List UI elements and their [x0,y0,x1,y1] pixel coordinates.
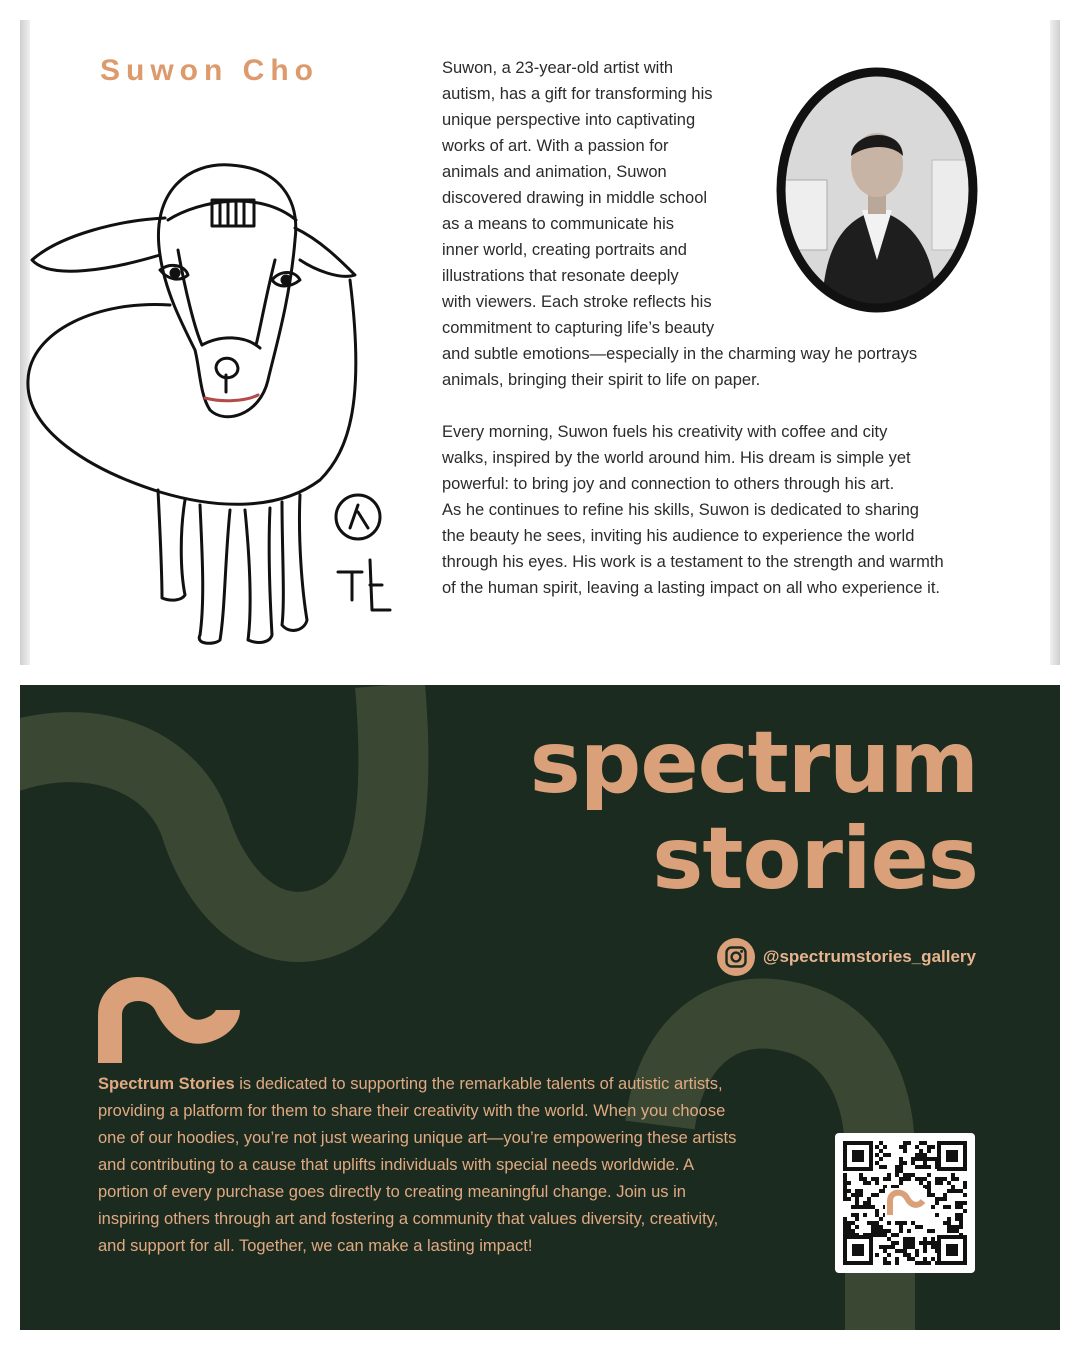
qr-module [899,1161,903,1165]
qr-module [843,1177,847,1181]
qr-module [859,1189,863,1193]
bio-line: through his eyes. His work is a testament to the strength and warmth [442,553,944,571]
qr-module [887,1221,891,1225]
bio-line: walks, inspired by the world around him. His dream is simple yet [442,449,911,467]
qr-module [919,1241,923,1245]
qr-module [931,1193,935,1197]
qr-module [951,1185,955,1189]
qr-module [927,1229,931,1233]
qr-module [935,1213,939,1217]
qr-module [855,1189,859,1193]
bio-line: and subtle emotions—especially in the charming way he portrays [442,345,918,363]
qr-module [959,1217,963,1221]
qr-module [899,1181,903,1185]
sheep-drawing [20,130,420,660]
qr-module [927,1185,931,1189]
bio-line: As he continues to refine his skills, Suwon is dedicated to sharing [442,501,919,519]
bio-line: Suwon, a 23-year-old artist with [442,59,674,77]
qr-module [899,1165,903,1169]
qr-module [915,1261,919,1265]
qr-module [927,1193,931,1197]
qr-module [923,1241,927,1245]
qr-module [931,1205,935,1209]
qr-module [879,1165,883,1169]
qr-module [923,1161,927,1165]
qr-module [883,1229,887,1233]
bio-line: the beauty he sees, inviting his audience to experience the world [442,527,915,545]
qr-module [871,1225,875,1229]
bio-line: illustrations that resonate deeply [442,267,679,285]
qr-module [871,1177,875,1181]
qr-module [951,1177,955,1181]
qr-module [847,1225,851,1229]
qr-module [855,1225,859,1229]
qr-module [931,1157,935,1161]
qr-module [843,1193,847,1197]
qr-module [851,1213,855,1217]
brand-about-name: Spectrum Stories [98,1075,235,1093]
qr-module [855,1193,859,1197]
qr-module [879,1233,883,1237]
qr-module [919,1225,923,1229]
brand-title-line-1: spectrum [529,713,978,813]
qr-module [867,1201,871,1205]
qr-module [931,1241,935,1245]
qr-module [907,1177,911,1181]
qr-module [899,1225,903,1229]
brand-about-text: is dedicated to supporting the remarkable talents of autistic artists, providing a platform for them to share their creativity with the world. When you choose one of our hoodies, you’re not just wearing unique art—you’re empowering these artists and contributing to a cause that uplifts individuals with special needs worldwide. A portion of every purchase goes directly to creating meaningful change. Join us in inspiring others through art and fostering a community that values diversity, creativity, and support for all. Together, we can make a lasting impact! [98,1075,737,1255]
qr-module [923,1237,927,1241]
qr-module [895,1241,899,1245]
qr-module [879,1217,883,1221]
qr-module [943,1205,947,1209]
qr-module [875,1145,879,1149]
qr-module [875,1253,879,1257]
qr-module [911,1161,915,1165]
sheep-leg-4 [282,495,307,630]
qr-module [963,1185,967,1189]
qr-module [923,1141,927,1145]
qr-module [927,1241,931,1245]
qr-module [923,1157,927,1161]
qr-module [895,1221,899,1225]
qr-module [935,1201,939,1205]
qr-module [899,1229,903,1233]
qr-module [919,1157,923,1161]
qr-module [915,1165,919,1169]
qr-module [883,1153,887,1157]
qr-module [867,1221,871,1225]
qr-module [899,1145,903,1149]
qr-module [911,1221,915,1225]
qr-module [915,1177,919,1181]
qr-module [947,1189,951,1193]
qr-module [963,1181,967,1185]
qr-module [907,1257,911,1261]
qr-module [915,1225,919,1229]
bio-line: as a means to communicate his [442,215,675,233]
qr-module [911,1173,915,1177]
qr-module [883,1233,887,1237]
qr-module [915,1145,919,1149]
qr-module [935,1197,939,1201]
qr-module [883,1145,887,1149]
artist-card [20,20,1060,665]
qr-module [903,1173,907,1177]
bio-line: works of art. With a passion for [442,137,669,155]
qr-module [943,1221,947,1225]
qr-module [919,1181,923,1185]
qr-module [855,1205,859,1209]
instagram-handle[interactable]: @spectrumstories_gallery [762,947,976,966]
qr-module [879,1229,883,1233]
qr-module [867,1181,871,1185]
qr-module [879,1189,883,1193]
qr-module [931,1245,935,1249]
qr-module [959,1205,963,1209]
qr-module [923,1177,927,1181]
qr-module [895,1233,899,1237]
qr-module [907,1237,911,1241]
qr-module [927,1189,931,1193]
qr-module [875,1177,879,1181]
bio-paragraph-2 [442,419,997,601]
qr-module [859,1173,863,1177]
qr-module [875,1193,879,1197]
qr-module [875,1233,879,1237]
qr-module [931,1145,935,1149]
qr-module [943,1193,947,1197]
qr-module [907,1253,911,1257]
bio-line: animals, bringing their spirit to life on paper. [442,371,761,389]
qr-module [891,1233,895,1237]
qr-module [915,1253,919,1257]
qr-module [919,1149,923,1153]
qr-module [959,1201,963,1205]
qr-module [855,1217,859,1221]
qr-module [959,1221,963,1225]
qr-module [855,1197,859,1201]
qr-module [903,1149,907,1153]
qr-module [847,1189,851,1193]
qr-module [927,1149,931,1153]
qr-module [863,1177,867,1181]
bio-line: autism, has a gift for transforming his [442,85,713,103]
sheep-right-ear [295,228,355,276]
qr-module [883,1245,887,1249]
qr-module [887,1253,891,1257]
qr-module [851,1221,855,1225]
qr-module [855,1201,859,1205]
qr-module [955,1205,959,1209]
qr-module [871,1193,875,1197]
qr-module [959,1189,963,1193]
qr-module [907,1173,911,1177]
brand-title [530,715,978,907]
bio-line: with viewers. Each stroke reflects his [442,293,712,311]
brand-card [20,685,1060,1330]
qr-module [959,1213,963,1217]
qr-module [895,1249,899,1253]
qr-module [883,1165,887,1169]
artist-bio [442,55,997,601]
qr-module [903,1249,907,1253]
qr-module [875,1225,879,1229]
qr-module [843,1229,847,1233]
qr-module [907,1241,911,1245]
qr-module [919,1141,923,1145]
qr-module [919,1165,923,1169]
qr-module [903,1237,907,1241]
qr-module [843,1217,847,1221]
qr-module [895,1165,899,1169]
qr-module [871,1229,875,1233]
qr-module [843,1173,847,1177]
qr-module [915,1249,919,1253]
qr-module [931,1237,935,1241]
qr-module [955,1177,959,1181]
qr-module [863,1213,867,1217]
bio-line: unique perspective into captivating [442,111,696,129]
qr-module [863,1201,867,1205]
qr-module [927,1181,931,1185]
qr-module [895,1261,899,1265]
qr-module [843,1225,847,1229]
sheep-leg-1 [158,490,185,600]
qr-module [939,1181,943,1185]
card-edge-right [1050,20,1060,665]
qr-module [911,1237,915,1241]
qr-module [923,1245,927,1249]
qr-module [935,1177,939,1181]
qr-module [923,1261,927,1265]
qr-module [907,1245,911,1249]
qr-module [903,1141,907,1145]
sheep-leg-3 [245,508,272,642]
qr-module [947,1221,951,1225]
qr-module [847,1181,851,1185]
qr-module [955,1229,959,1233]
qr-module [887,1177,891,1181]
artist-name: Suwon Cho [100,54,319,87]
qr-module [911,1257,915,1261]
instagram-link[interactable] [717,937,976,977]
qr-module [943,1197,947,1201]
qr-module [875,1161,879,1165]
qr-module [927,1165,931,1169]
qr-module [879,1225,883,1229]
bio-line: inner world, creating portraits and [442,241,687,259]
qr-module [947,1225,951,1229]
qr-module [895,1257,899,1261]
qr-module [919,1261,923,1265]
qr-module [887,1261,891,1265]
qr-module [847,1229,851,1233]
qr-module [879,1149,883,1153]
qr-module [951,1173,955,1177]
qr-module [843,1189,847,1193]
qr-module [867,1197,871,1201]
qr-code[interactable] [835,1133,975,1273]
qr-module [911,1241,915,1245]
qr-code-pattern [835,1133,975,1273]
qr-module [851,1193,855,1197]
qr-module [843,1197,847,1201]
spectrum-wave-logo [98,975,248,1065]
qr-module [923,1249,927,1253]
qr-module [927,1261,931,1265]
qr-module [879,1157,883,1161]
qr-module [903,1145,907,1149]
signature-circle [336,495,380,539]
qr-module [951,1189,955,1193]
qr-module [955,1217,959,1221]
bio-line: discovered drawing in middle school [442,189,708,207]
qr-module [923,1257,927,1261]
brand-title-line-2: stories [652,809,978,909]
qr-module [927,1157,931,1161]
qr-module [859,1205,863,1209]
qr-module [895,1169,899,1173]
qr-module [951,1229,955,1233]
qr-module [899,1169,903,1173]
brand-about [98,1071,748,1260]
qr-module [859,1177,863,1181]
qr-module [871,1221,875,1225]
qr-module [947,1205,951,1209]
qr-module [927,1145,931,1149]
qr-module [883,1261,887,1265]
qr-module [927,1173,931,1177]
qr-module [959,1225,963,1229]
bio-paragraph-1 [442,55,982,393]
qr-module [923,1153,927,1157]
sheep-left-ear [32,218,165,271]
qr-module [887,1245,891,1249]
qr-module [931,1257,935,1261]
qr-module [963,1193,967,1197]
qr-module [939,1177,943,1181]
qr-module [879,1245,883,1249]
qr-module [855,1213,859,1217]
qr-module [899,1177,903,1181]
qr-module [947,1181,951,1185]
qr-module [903,1221,907,1225]
qr-module [939,1197,943,1201]
qr-module [847,1221,851,1225]
qr-module [919,1177,923,1181]
qr-module [875,1209,879,1213]
qr-module [843,1181,847,1185]
qr-module [847,1197,851,1201]
qr-module [947,1217,951,1221]
qr-module [843,1185,847,1189]
qr-module [963,1209,967,1213]
qr-module [887,1173,891,1177]
qr-module [907,1229,911,1233]
bio-line: commitment to capturing life’s beauty [442,319,715,337]
qr-module [911,1157,915,1161]
qr-module [883,1257,887,1261]
qr-module [943,1177,947,1181]
qr-module [955,1201,959,1205]
bio-line: animals and animation, Suwon [442,163,667,181]
qr-module [875,1181,879,1185]
qr-module [843,1221,847,1225]
qr-module [903,1161,907,1165]
qr-module [887,1237,891,1241]
qr-module [883,1177,887,1181]
bio-line: Every morning, Suwon fuels his creativity with coffee and city [442,423,888,441]
qr-module [891,1245,895,1249]
qr-module [887,1229,891,1233]
qr-module [899,1157,903,1161]
qr-module [883,1249,887,1253]
qr-module [903,1241,907,1245]
sheep-leg-2 [199,505,230,643]
qr-module [863,1181,867,1185]
qr-module [863,1205,867,1209]
qr-module [963,1201,967,1205]
qr-module [879,1141,883,1145]
qr-module [903,1253,907,1257]
qr-module [903,1245,907,1249]
qr-module [875,1153,879,1157]
qr-module [867,1205,871,1209]
qr-module [875,1221,879,1225]
qr-module [907,1141,911,1145]
qr-module [935,1181,939,1185]
qr-module [915,1157,919,1161]
bio-line: of the human spirit, leaving a lasting impact on all who experience it. [442,579,941,597]
qr-module [871,1205,875,1209]
qr-module [915,1153,919,1157]
qr-module [895,1173,899,1177]
bio-line: powerful: to bring joy and connection to others through his art. [442,475,895,493]
qr-module [931,1229,935,1233]
qr-module [875,1213,879,1217]
qr-module [903,1177,907,1181]
qr-module [923,1165,927,1169]
instagram-icon [717,938,755,976]
qr-module [955,1189,959,1193]
qr-module [955,1213,959,1217]
qr-module [899,1221,903,1225]
qr-module [851,1229,855,1233]
qr-module [887,1153,891,1157]
qr-module [891,1241,895,1245]
qr-module [911,1245,915,1249]
qr-module [899,1249,903,1253]
qr-module [875,1229,879,1233]
qr-module [919,1153,923,1157]
qr-module [859,1193,863,1197]
qr-module [951,1225,955,1229]
qr-module [947,1229,951,1233]
qr-module [851,1205,855,1209]
qr-module [955,1225,959,1229]
